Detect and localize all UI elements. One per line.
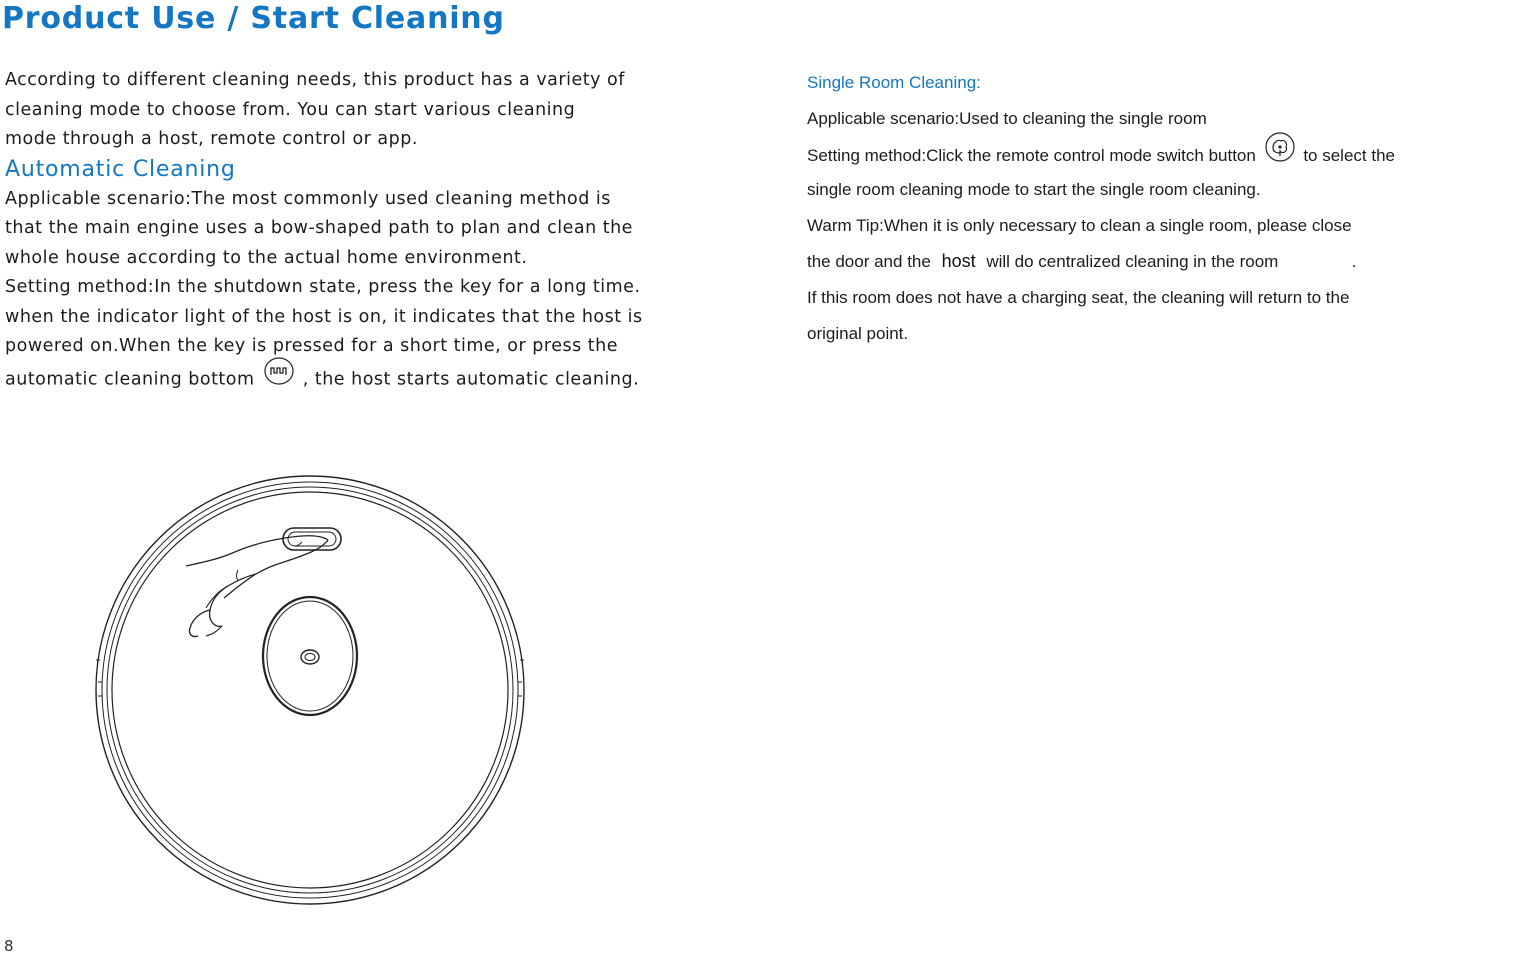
intro-line-2: cleaning mode to choose from. You can start various cleaning	[5, 99, 576, 120]
automatic-line-7	[5, 362, 725, 392]
single-room-tip-line-4: original point.	[807, 323, 909, 343]
single-room-setting-start: Setting method:Click the remote control mode switch button	[807, 145, 1256, 165]
mode-switch-button-icon	[1263, 131, 1297, 176]
single-room-setting-end: to select the	[1303, 145, 1395, 165]
single-room-setting-line-1	[807, 137, 1522, 173]
automatic-cleaning-heading: Automatic Cleaning	[5, 156, 236, 182]
single-room-tip-period: .	[1351, 251, 1357, 271]
auto-clean-button-icon	[263, 356, 295, 397]
automatic-line-6: powered on.When the key is pressed for a short time, or press the	[5, 336, 618, 356]
automatic-line-4: Setting method:In the shutdown state, press the key for a long time.	[5, 277, 641, 297]
single-room-setting-line-2: single room cleaning mode to start the single room cleaning.	[807, 180, 1261, 200]
robot-vacuum-illustration	[88, 470, 548, 915]
page-number: 8	[4, 937, 14, 955]
intro-line-1: According to different cleaning needs, this product has a variety of	[5, 70, 625, 90]
page-title: Product Use / Start Cleaning	[2, 1, 505, 36]
robot-vacuum-pressing-button-icon	[88, 470, 548, 910]
single-room-tip-start: the door and the	[807, 251, 931, 271]
automatic-line-1: Applicable scenario:The most commonly used cleaning method is	[5, 188, 611, 209]
single-room-tip-line-2	[807, 244, 1522, 280]
single-room-heading: Single Room Cleaning:	[807, 73, 981, 92]
single-room-tip-host: host	[941, 250, 976, 271]
right-column	[807, 65, 1522, 351]
automatic-line-5: when the indicator light of the host is on, it indicates that the host is	[5, 306, 643, 327]
intro-line-3: mode through a host, remote control or app.	[5, 129, 418, 149]
single-room-tip-line-1: Warm Tip:When it is only necessary to clean a single room, please close	[807, 216, 1352, 236]
single-room-tip-line-3: If this room does not have a charging seat, the cleaning will return to the	[807, 287, 1350, 307]
automatic-line-7-end: , the host starts automatic cleaning.	[302, 368, 640, 389]
single-room-tip-end: will do centralized cleaning in the room	[986, 251, 1279, 271]
automatic-line-7-start: automatic cleaning bottom	[5, 368, 255, 389]
single-room-scenario: Applicable scenario:Used to cleaning the single room	[807, 108, 1207, 128]
left-column	[5, 66, 725, 391]
automatic-line-2: that the main engine uses a bow-shaped path to plan and clean the	[5, 218, 633, 238]
automatic-line-3: whole house according to the actual home environment.	[5, 247, 528, 268]
